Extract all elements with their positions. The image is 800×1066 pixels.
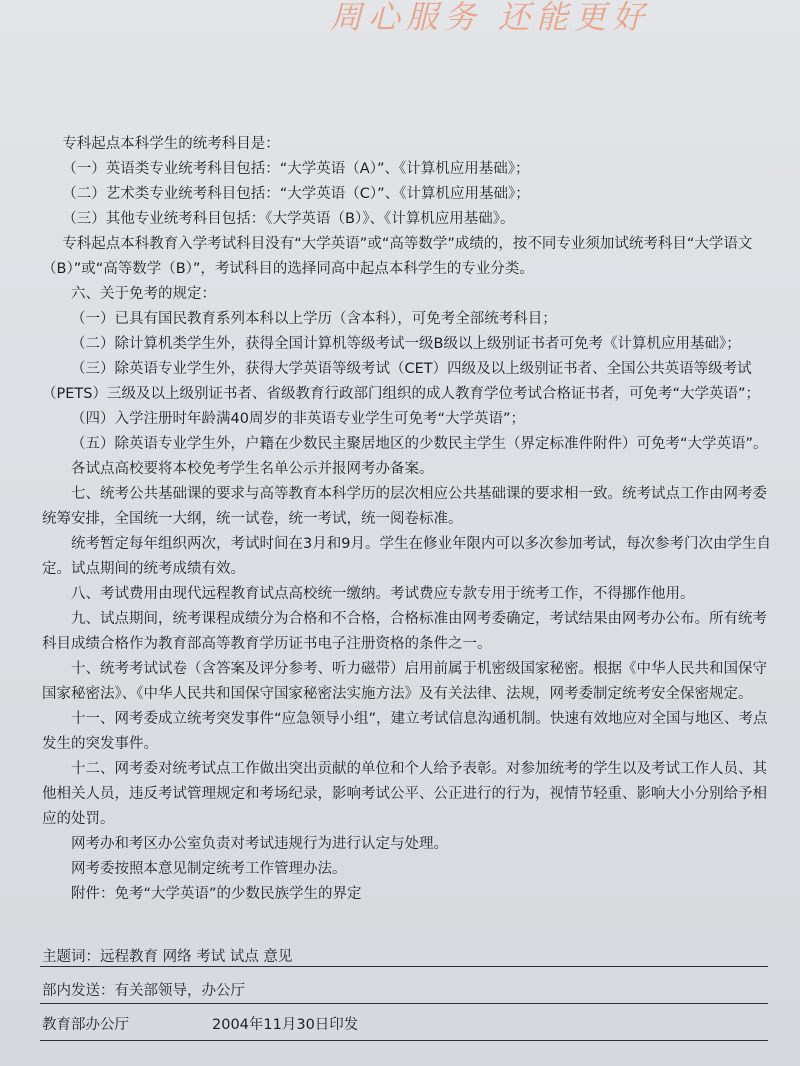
header-slogan: 周心服务 还能更好 <box>330 0 651 32</box>
paragraph-section-8: 八、考试费用由现代远程教育试点高校统一缴纳。考试费应专款专用于统考工作，不得挪作他用。 <box>71 586 695 602</box>
paragraph-entrance-exam: 专科起点本科教育入学考试科目没有“大学英语”或“高等数学”成绩的，按不同专业须加试统考科目“大学语文（B）”或“高等数学（B）”，考试科目的选择同高中起点本科学生的专业分类。 <box>42 236 753 277</box>
paragraph-management-rules: 网考委按照本意见制定统考工作管理办法。 <box>71 861 347 877</box>
paragraph-section-12: 十二、网考委对统考试点工作做出突出贡献的单位和个人给予表彰。对参加统考的学生以及考试工作人员、其他相关人员，违反考试管理规定和考场纪录，影响考试公平、公正进行的行为，视情节轻重、影响大小分别给予相应的处罚。 <box>42 761 767 827</box>
paragraph-english-major: （一）英语类专业统考科目包括：“大学英语（A）”、《计算机应用基础》； <box>62 161 530 177</box>
divider-line <box>40 966 768 967</box>
divider-line <box>40 1040 768 1041</box>
paragraph-art-major: （二）艺术类专业统考科目包括：“大学英语（C）”、《计算机应用基础》； <box>62 186 530 202</box>
section-heading-exemption: 六、关于免考的规定： <box>71 286 216 302</box>
divider-line <box>40 1003 768 1004</box>
paragraph-exemption-2: （二）除计算机类学生外，获得全国计算机等级考试一级B级以上级别证书者可免考《计算机应用基础》； <box>71 336 741 352</box>
paragraph-attachment: 附件：免考“大学英语”的少数民族学生的界定 <box>71 886 362 902</box>
paragraph-other-major: （三）其他专业统考科目包括：《大学英语（B）》、《计算机应用基础》。 <box>62 211 515 227</box>
issue-date: 2004年11月30日印发 <box>212 1017 359 1033</box>
paragraph-exemption-1: （一）已具有国民教育系列本科以上学历（含本科），可免考全部统考科目； <box>71 311 557 327</box>
paragraph-exemption-3: （三）除英语专业学生外，获得大学英语等级考试（CET）四级及以上级别证书者、全国公共英语等级考试（PETS）三级及以上级别证书者、省级教育行政部门组织的成人教育学位考试合格证书者，可免考“大学英语”； <box>42 361 760 402</box>
issuer-line <box>42 1014 766 1036</box>
paragraph-section-10: 十、统考考试试卷（含答案及评分参考、听力磁带）启用前属于机密级国家秘密。根据《中华人民共和国保守国家秘密法》、《中华人民共和国保守国家秘密法实施方法》及有关法律、法规，网考委制定统考安全保密规定。 <box>42 661 767 702</box>
issuer-name: 教育部办公厅 <box>42 1017 129 1033</box>
paragraph-section-9: 九、试点期间，统考课程成绩分为合格和不合格，合格标准由网考委确定，考试结果由网考办公布。所有统考科目成绩合格作为教育部高等教育学历证书电子注册资格的条件之一。 <box>42 611 767 652</box>
paragraph-section-7: 七、统考公共基础课的要求与高等教育本科学历的层次相应公共基础课的要求相一致。统考试点工作由网考委统筹安排，全国统一大纲，统一试卷，统一考试，统一阅卷标准。 <box>42 486 767 527</box>
paragraph-exemption-filing: 各试点高校要将本校免考学生名单公示并报网考办备案。 <box>71 461 434 477</box>
distribution-line: 部内发送：有关部领导，办公厅 <box>42 983 245 999</box>
paragraph-subjects-intro: 专科起点本科学生的统考科目是： <box>62 136 280 152</box>
paragraph-exam-schedule: 统考暂定每年组织两次，考试时间在3月和9月。学生在修业年限内可以多次参加考试，每次参考门次由学生自定。试点期间的统考成绩有效。 <box>42 536 771 577</box>
paragraph-section-11: 十一、网考委成立统考突发事件“应急领导小组”，建立考试信息沟通机制。快速有效地应对全国与地区、考点发生的突发事件。 <box>42 711 768 752</box>
document-body <box>42 132 772 907</box>
paragraph-violation-handling: 网考办和考区办公室负责对考试违规行为进行认定与处理。 <box>71 836 448 852</box>
paragraph-exemption-5: （五）除英语专业学生外，户籍在少数民主聚居地区的少数民主学生（界定标准件附件）可免考“大学英语”。 <box>71 436 768 452</box>
paragraph-exemption-4: （四）入学注册时年龄满40周岁的非英语专业学生可免考“大学英语”； <box>71 411 525 427</box>
keywords-line: 主题词：远程教育 网络 考试 试点 意见 <box>42 949 293 965</box>
